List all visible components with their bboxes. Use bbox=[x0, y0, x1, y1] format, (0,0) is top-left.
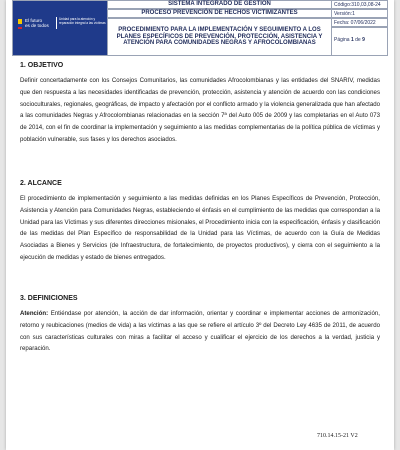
government-logo bbox=[12, 0, 108, 56]
section-heading-definiciones: 3. DEFINICIONES bbox=[20, 295, 78, 302]
definition-term: Atención: bbox=[20, 310, 49, 317]
page-label: Página bbox=[334, 37, 350, 43]
page-number bbox=[332, 27, 388, 56]
section-heading-alcance: 2. ALCANCE bbox=[20, 180, 62, 187]
logo-slogan bbox=[25, 18, 49, 28]
page-of: de bbox=[355, 37, 361, 43]
page-current: 1 bbox=[350, 37, 354, 43]
section-text-definiciones bbox=[20, 308, 380, 355]
section-text-objetivo: Definir concertadamente con los Consejos Comunitarios, las comunidades Afrocolombianas y las entidades del SNARIV, medidas que den respuesta a las necesidades identificadas de prevención, protección, asistencia y atención de acuerdo con las condiciones socioculturales, regionales, geográficas, de impacto y afectación por el conflicto armado y la violencia generalizada que han afectado a las comunidades Negras y Afrocolombianas relacionadas en la sección 7ª del Auto 005 de 2009 y las completarias en el Auto 073 de 2014, con el fin de coordinar la implementación y seguimiento a las medidas complementarias de la política pública de víctimas y población vulnerable, sus fases y los derechos asociados. bbox=[20, 77, 380, 143]
document-date: Fecha: 07/06/2022 bbox=[332, 18, 388, 27]
header-center bbox=[108, 0, 332, 56]
system-name: SISTEMA INTEGRADO DE GESTIÓN bbox=[108, 0, 332, 9]
document-header bbox=[12, 0, 388, 56]
logo-unit-name: Unidad para la atención y reparación integral a las víctimas bbox=[59, 17, 106, 25]
logo-divider bbox=[56, 17, 57, 29]
definition-text: Entiéndase por atención, la acción de dar información, orientar y coordinar e implementar acciones de armonización, retorno y reubicaciones (medios de vida) a las víctimas a las que se refiere el artículo 3º del Decreto Ley 4635 de 2011, de acuerdo con sus características culturales con miras a facilitar el acceso y cualificar el ejercicio de los derechos a la verdad, justicia y reparación. bbox=[20, 310, 380, 353]
logo-slogan-line2: es de todos bbox=[25, 23, 49, 28]
logo-slogan-line1: El futuro bbox=[25, 18, 43, 23]
header-metadata bbox=[332, 0, 388, 56]
process-name: PROCESO PREVENCIÓN DE HECHOS VICTIMIZANTES bbox=[108, 9, 332, 18]
footer-code: 710.14.15-21 V2 bbox=[317, 433, 358, 439]
section-text-alcance: El procedimiento de implementación y seguimiento a las medidas definidas en los Planes Específicos de Prevención, Protección, Asistencia y Atención para Comunidades Negras, estableciendo el énfasis en el cumplimiento de las medidas que correspondan a la Unidad para las Víctimas y sus diferentes direcciones misionales, el Procedimiento inicia con la especificación, énfasis y clasificación de las medidas del Plan Específico de responsabilidad de la Unidad para las Víctimas, de acuerdo con la Guía de Medidas Asociadas a Bienes y Servicios (de Infraestructura, de fortalecimiento, de proyectos productivos), y cierra con el seguimiento a la ejecución de medidas y estado de bienes entregados. bbox=[20, 195, 380, 261]
document-version: Versión:1 bbox=[332, 9, 388, 18]
colombia-flag-icon bbox=[18, 19, 22, 29]
document-title: PROCEDIMIENTO PARA LA IMPLEMENTACIÓN Y SEGUIMIENTO A LOS PLANES ESPECÍFICOS DE PREVENCIÓN, PROTECCIÓN, ASISTENCIA Y ATENCIÓN PARA COMUNIDADES NEGRAS Y AFROCOLOMBIANAS bbox=[108, 18, 332, 56]
section-heading-objetivo: 1. OBJETIVO bbox=[20, 62, 64, 69]
document-code: Código:310,03,08-24 bbox=[332, 0, 388, 9]
document-page bbox=[6, 0, 394, 450]
page-total: 9 bbox=[362, 37, 365, 43]
